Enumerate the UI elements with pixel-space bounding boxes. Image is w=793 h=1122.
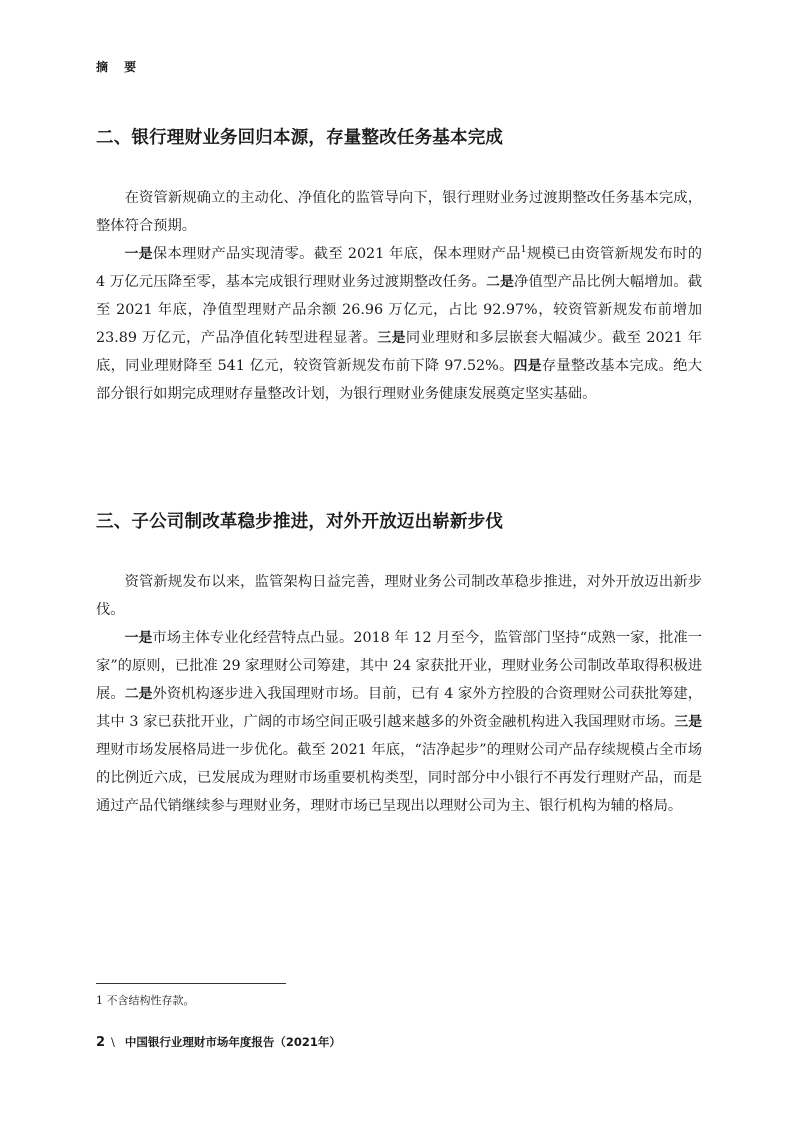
section-2-intro: 在资管新规确立的主动化、净值化的监管导向下，银行理财业务过渡期整改任务基本完成，整体符合预期。 [96, 190, 702, 234]
lead-phrase: 一是 [124, 246, 153, 262]
report-title: 中国银行业理财市场年度报告（2021年） [124, 1035, 341, 1049]
footnote-ref: 1 [520, 245, 527, 256]
footnote [96, 992, 195, 1008]
body-text: 规模已由资管新规发布时的 4 万亿元压降至零，基本完成银行理财业务过渡期整改任务。 [96, 246, 703, 290]
section-2-body [96, 240, 702, 408]
body-text: 市场主体专业化经营特点凸显。2018 年 12 月至今，监管部门坚持“成熟一家，批准一家”的原则，已批准 29 家理财公司筹建，其中 24 家获批开业，理财业务公司制改革取得积极进展。 [96, 630, 702, 702]
lead-phrase: 二是 [124, 686, 153, 702]
section-3-heading: 三、子公司制改革稳步推进，对外开放迈出崭新步伐 [96, 512, 504, 532]
footnote-text: 不含结构性存款。 [106, 994, 195, 1007]
footnote-number: 1 [96, 994, 103, 1007]
section-3-intro: 资管新规发布以来，监管架构日益完善，理财业务公司制改革稳步推进，对外开放迈出新步伐。 [96, 574, 702, 618]
footnote-divider [96, 983, 286, 984]
body-text: 同业理财和多层嵌套大幅减少。截至 2021 年底，同业理财降至 541 亿元，较资管新规发布前下降 97.52%。 [96, 330, 703, 374]
body-text: 外资机构逐步进入我国理财市场。目前，已有 4 家外方控股的合资理财公司获批筹建，其中 3 家已获批开业，广阔的市场空间正吸引越来越多的外资金融机构进入我国理财市场。 [96, 686, 703, 730]
section-3-body [96, 624, 702, 820]
body-text: 净值型产品比例大幅增加。截至 2021 年底，净值型理财产品余额 26.96 万亿元，占比 92.97%，较资管新规发布前增加 23.89 万亿元，产品净值化转型进程显著。 [96, 274, 703, 346]
lead-phrase: 三是 [377, 330, 406, 346]
lead-phrase: 二是 [486, 274, 515, 290]
page-number: 2 [96, 1035, 106, 1050]
lead-phrase: 一是 [124, 630, 153, 646]
running-header: 摘 要 [96, 60, 143, 74]
page-footer [96, 1034, 341, 1050]
lead-phrase: 三是 [674, 714, 703, 730]
body-text: 保本理财产品实现清零。截至 2021 年底，保本理财产品 [152, 246, 521, 262]
section-2-heading: 二、银行理财业务回归本源，存量整改任务基本完成 [96, 128, 504, 148]
footer-separator: \ [111, 1035, 115, 1049]
body-text: 存量整改基本完成。绝大部分银行如期完成理财存量整改计划，为银行理财业务健康发展奠定坚实基础。 [96, 358, 703, 402]
body-text: 理财市场发展格局进一步优化。截至 2021 年底，“洁净起步”的理财公司产品存续规模占全市场的比例近六成，已发展成为理财市场重要机构类型，同时部分中小银行不再发行理财产品，而是通过产品代销继续参与理财业务，理财市场已呈现出以理财公司为主、银行机构为辅的格局。 [96, 742, 702, 814]
lead-phrase: 四是 [513, 358, 542, 374]
